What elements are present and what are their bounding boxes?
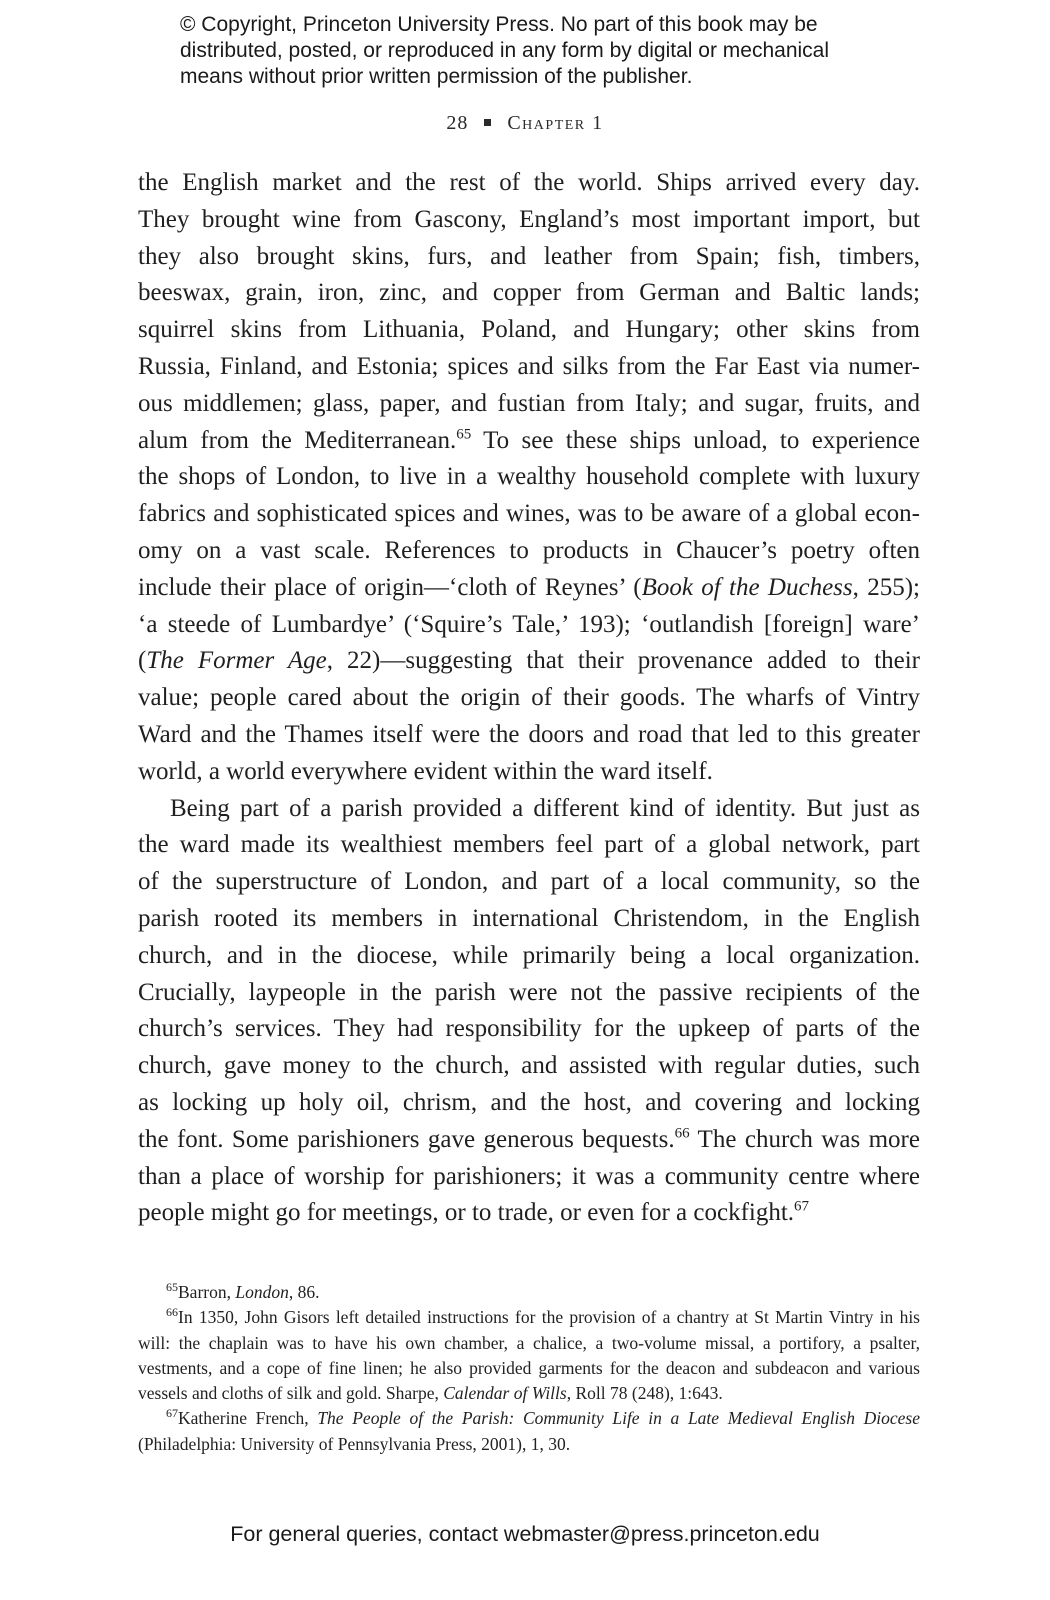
main-text xyxy=(138,165,920,1232)
page-number: 28 xyxy=(446,112,469,134)
text-line: omy on a vast scale. References to products in Chaucer’s poetry often xyxy=(138,536,920,564)
text-line: than a place of worship for parishioners; it was a community centre where xyxy=(138,1162,920,1190)
text-line: They brought wine from Gascony, England’s most important import, but xyxy=(138,205,920,233)
text-line: Being part of a parish provided a different kind of identity. But just as xyxy=(170,794,920,822)
text-segment: , 255); xyxy=(852,573,920,601)
text-line xyxy=(138,570,920,607)
footnote-ref-67[interactable]: 67 xyxy=(794,1198,810,1215)
copyright-notice xyxy=(180,12,940,90)
text-line: they also brought skins, furs, and leather from Spain; fish, timbers, xyxy=(138,242,920,270)
footnote-65 xyxy=(138,1280,920,1305)
footnote-text: , 86. xyxy=(288,1282,320,1302)
text-line: as locking up holy oil, chrism, and the host, and covering and locking xyxy=(138,1088,920,1116)
text-segment: To see these ships unload, to experience xyxy=(471,426,920,454)
text-line: squirrel skins from Lithuania, Poland, and Hungary; other skins from xyxy=(138,316,920,344)
text-line xyxy=(138,643,920,680)
text-line: church, gave money to the church, and assisted with regular duties, such xyxy=(138,1052,920,1080)
footnote-marker: 65 xyxy=(166,1280,178,1295)
copyright-line: means without prior written permission of the publisher. xyxy=(180,65,693,88)
work-title: The Former Age xyxy=(146,647,327,675)
footnote-text: In 1350, John Gisors left detailed instructions for the provision of a chantry at St Martin Vintry in his will: the chaplain was to have his own chamber, a chalice, a two-volume missal, a portifory, a psalter, vestments, and a cope of fine linen; he also provided garments for the deacon and subdeacon and various vessels and cloths of silk and gold. Sharpe, xyxy=(138,1307,920,1404)
footnote-66 xyxy=(138,1305,920,1406)
contact-footer: For general queries, contact webmaster@press.princeton.edu xyxy=(230,1522,820,1546)
footnote-ref-65[interactable]: 65 xyxy=(456,426,472,443)
text-line: Ward and the Thames itself were the doors and road that led to this greater xyxy=(138,720,920,748)
text-segment: alum from the Mediterranean. xyxy=(138,426,457,454)
text-segment: include their place of origin—‘cloth of Reynes’ ( xyxy=(138,573,642,601)
running-head xyxy=(0,112,1050,135)
footnote-text: (Philadelphia: University of Pennsylvania Press, 2001), 1, 30. xyxy=(138,1433,571,1454)
footnote-text: Katherine French, xyxy=(178,1408,318,1429)
text-line: church’s services. They had responsibility for the upkeep of parts of the xyxy=(138,1015,920,1043)
text-line: the ward made its wealthiest members feel part of a global network, part xyxy=(138,831,920,859)
footnote-text: , Roll 78 (248), 1:643. xyxy=(566,1383,723,1404)
text-line xyxy=(138,423,920,460)
chapter-title: Chapter 1 xyxy=(507,112,604,134)
text-segment: , 22)—suggesting that their provenance added to their xyxy=(326,647,921,675)
footnote-title: The People of the Parish: Community Life in a Late Medieval English Diocese xyxy=(317,1408,921,1429)
footnote-title: London xyxy=(235,1282,289,1302)
text-line: church, and in the diocese, while primarily being a local organization. xyxy=(138,941,920,969)
text-line: ous middlemen; glass, paper, and fustian from Italy; and sugar, fruits, and xyxy=(138,389,920,417)
text-line: Crucially, laypeople in the parish were not the passive recipients of the xyxy=(138,978,920,1006)
footnote-67 xyxy=(138,1406,920,1457)
text-line: ‘a steede of Lumbardye’ (‘Squire’s Tale,’ 193); ‘outlandish [foreign] ware’ xyxy=(138,610,920,638)
text-line: the English market and the rest of the world. Ships arrived every day. xyxy=(138,169,920,196)
text-line: parish rooted its members in international Christendom, in the English xyxy=(138,904,920,932)
text-line xyxy=(138,1195,920,1232)
text-segment: people might go for meetings, or to trade, or even for a cockfight. xyxy=(138,1199,795,1227)
footnotes xyxy=(138,1280,920,1457)
text-line: the shops of London, to live in a wealthy household complete with luxury xyxy=(138,463,920,491)
footnote-text: Barron, xyxy=(178,1282,236,1302)
text-line: world, a world everywhere evident within the ward itself. xyxy=(138,757,713,785)
text-segment: The church was more xyxy=(689,1125,920,1153)
footnote-marker: 66 xyxy=(166,1305,178,1320)
text-line xyxy=(138,1122,920,1159)
footnote-title: Calendar of Wills xyxy=(443,1383,567,1404)
copyright-line: © Copyright, Princeton University Press. No part of this book may be xyxy=(180,13,818,36)
text-line: of the superstructure of London, and part of a local community, so the xyxy=(138,868,920,896)
separator-square-icon xyxy=(484,119,491,126)
text-line: fabrics and sophisticated spices and wines, was to be aware of a global econ- xyxy=(138,500,920,528)
text-line: Russia, Finland, and Estonia; spices and silks from the Far East via numer- xyxy=(138,352,920,380)
text-segment: the font. Some parishioners gave generous bequests. xyxy=(138,1125,675,1153)
footnote-ref-66[interactable]: 66 xyxy=(674,1125,690,1142)
work-title: Book of the Duchess xyxy=(641,573,853,601)
copyright-line: distributed, posted, or reproduced in any form by digital or mechanical xyxy=(180,39,830,62)
text-line: value; people cared about the origin of their goods. The wharfs of Vintry xyxy=(138,684,920,712)
footnote-marker: 67 xyxy=(166,1406,178,1421)
text-segment: ( xyxy=(138,647,147,675)
text-line: beeswax, grain, iron, zinc, and copper from German and Baltic lands; xyxy=(138,279,920,307)
